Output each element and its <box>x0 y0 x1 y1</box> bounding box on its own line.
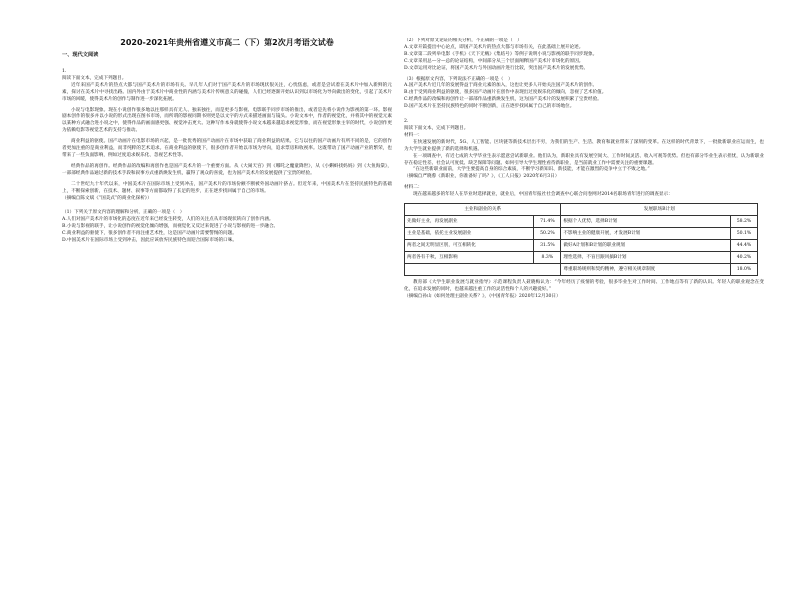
table-cell: 40.2% <box>731 252 758 264</box>
option-b: B.由于受到商业利益的驱使，很多国产动画片在创作中表现出过度娱乐化的倾向，忽视了艺术价值。 <box>404 90 607 96</box>
option-a: A.国产美术片近几年的发展得益于商业元素的加入，这也让更多人开始关注国产美术片的创作。 <box>404 83 598 89</box>
article-paragraph: 二十世纪九十年代以来，中国美术片在国际市场上受到冲击，国产美术片的市场份额不断被外国动画片挤占。但近年来，中国美术片在坚持民族特色的基础上，不断探索创新，在技术、题材、叙事等方面都取得了长足的进步，正在逐步找回属于自己的市场。 <box>62 181 392 194</box>
material-paragraph: 教育部《大学生职业发展与就业指导》示范课程负责人聂晓梅认为：“今年经历了疫情的考验，很多毕业生对工作时间、工作地点等有了新的认识。年轻人的职业观念在变化，在追求发展的同时，也越来越注重工作的灵活性和个人的兴趣爱好。” <box>404 280 764 292</box>
option-b: B.小说与影视的联手，让小说创作的视觉化倾向增强，而视觉化又反过来促进了小说与影视的进一步融合。 <box>62 224 279 230</box>
table-cell: 44.4% <box>731 240 758 252</box>
table-cell: 71.4% <box>534 216 561 228</box>
subquestion-stem: （3）根据原文内容，下列说法不正确的一项是（ ） <box>404 76 513 82</box>
table-cell: 根据个人优势，选择B计划 <box>561 216 731 228</box>
subquestion-stem: （2）下列对原文论证的相关分析，不正确的一项是（ ） <box>404 38 522 43</box>
article-paragraph: 小说与电影现象。现在小说创作很多地以往那样具有无人、独来独往，而是更多与影视、电影联手同步市场的推出，或者是先将小说作为影视的第一环。影视剧本创作的很多并以小说的形式出现在图书市场，而所谓的影视同期书则更是以文字的方式来描述画面与镜头。小说文本中，作者的视觉化，并将其中的视觉元素以某种方式融合进小说之中，使得作品的画面感更强、视觉冲击更大。这种写作本身就使得小说文本越来越追求视觉形象，而在视觉形象主宰的时代，小说创作更为依赖电影等视觉艺术的支持与推动。 <box>62 107 392 134</box>
article-paragraph: 近年来国产美术片的热点大都与国产美术片的市场有关。早几年人们对于国产美术片的市场现状很关注，心忧焦虑，或者是尝试着在美术片中加入新鲜的元素，探讨在美术片中寻找出路。国内外由于美术片中商业性的内涵与美术片传统意义的碰撞，人们已经逐渐开始认识到以市场化为导向做出的变化，引起了美术片市场的回暖，使得美术片的创作与制作进一步深化拓展。 <box>62 82 392 102</box>
article-paragraph: 经典作品的再创作。经典作品的改编和再创作也是国产美术片的一个重要方面。从《大闹天宫》到《哪吒之魔童降世》，从《小蝌蚪找妈妈》到《大鱼海棠》，一部部经典作品通过新的技术手段和叙事方式重新焕发生机，赢得了观众的喜爱，也为国产美术片的发展提供了宝贵的经验。 <box>62 163 392 176</box>
subquestion-stem: （1）下列关于原文内容的理解和分析，正确的一项是（ ） <box>62 210 185 216</box>
material-source: （摘编自孙山《如何处理主副业关系？》，《中国青年报》2020年12月30日） <box>404 293 561 299</box>
table-cell: 不影响主业的健康开展，才发展B计划 <box>561 228 731 240</box>
option-d: D.国产美术片在坚持民族特色的同时不断创新，正在逐步找回属于自己的市场地位。 <box>404 104 575 110</box>
table-header-right: 发展职场B计划 <box>561 204 758 216</box>
material-paragraph: 在一项调查中，有近七成的大学毕业生表示愿意尝试新职业。他们认为，新职业具有发展空间大、工作时间灵活、收入可观等优势。但也有部分毕业生表示担忧，认为新职业存在稳定性差、社会认可度低、缺乏保障等问题。如何引导大学生理性看待新职业，是当前就业工作中需要关注的重要课题。 <box>404 153 764 166</box>
material-paragraph: “在这些新职业面前，大学生要提高自身的综合素质，不断学习新知识、新技能，才能在激烈的竞争中立于不败之地。” <box>413 167 650 173</box>
table-cell: 尊重职场规则和契约精神，遵守相关规章制度 <box>561 264 731 276</box>
article-source: （摘编自陈文斌《“国美式”的商业化探析》） <box>62 195 152 201</box>
table-header-row <box>405 204 758 216</box>
exam-title: 2020-2021年贵州省遵义市高二（下）第2次月考语文试卷 <box>120 38 334 47</box>
table-cell: 50.1% <box>731 228 758 240</box>
table-row <box>405 264 758 276</box>
question-intro: 阅读下面文本，完成下列题目。 <box>62 75 127 81</box>
option-a: A.文章开篇提出中心论点，即国产美术片的热点大都与市场有关，在此基础上展开论述。 <box>404 44 584 50</box>
material-title: 材料一： <box>404 132 423 138</box>
right-column <box>404 38 764 599</box>
table-cell: 50.2% <box>534 228 561 240</box>
survey-table <box>404 203 758 276</box>
material-title: 材料二： <box>404 185 423 191</box>
table-cell: 主业是基础，依托主业发展副业 <box>405 228 534 240</box>
option-d: D.中国美术片在国际市场上受到冲击，因此应该放弃民族特色而迎合国际市场的口味。 <box>62 238 237 244</box>
article-paragraph: 商业利益的驱使。国产动画片在电影市场的兴起，是一批优秀的国产动画片在市场中获取了商业利益的结果。它与以往的国产动画片有所不同的是，它的创作者更加注重的是商业利益，而非纯粹的艺术追求。在商业利益的驱使下，很多创作者开始以市场为导向，追求票房和收视率。这既带动了国产动画产业的繁荣，也带来了一些负面影响，例如过度追求娱乐化、忽视艺术性等。 <box>62 139 392 158</box>
question-intro: 阅读下面文本，完成下列题目。 <box>404 125 469 131</box>
option-d: D.文章运用对比论证，将国产美术片与外国动画片进行比较，突出国产美术片的发展优势。 <box>404 65 589 71</box>
section-heading: 一、现代文阅读 <box>62 52 99 58</box>
table-cell-empty <box>405 264 561 276</box>
table-cell: 31.5% <box>534 240 561 252</box>
left-column <box>62 38 392 599</box>
material-paragraph: 现在越来越多的年轻人在毕业时选择就业，就业后，中国青年报社社会调查中心联合问卷网对2014名职场青年进行的调查显示： <box>413 192 673 198</box>
table-cell: 18.0% <box>731 264 758 276</box>
material-paragraph: 在快速发展的新时代，5G、人工智能、区块链等新技术层出不穷，为我们的生产、生活、教育和就业带来了深刻的变革。在这样的时代背景下，一批批新职业应运而生，也为大学生就业提供了新的选择和机遇。 <box>404 139 764 152</box>
table-row <box>405 228 758 240</box>
table-cell: 两者之间无明显区别，可互相转化 <box>405 240 534 252</box>
option-b: B.文章第二段列举电影《手机》《天下无贼》《集结号》等例子说明小说与影视的联手同步现象。 <box>404 51 598 57</box>
table-row <box>405 216 758 228</box>
table-cell: 理性选择，不盲目跟风搞B计划 <box>561 252 731 264</box>
table-row <box>405 240 758 252</box>
option-c: C.文章采用总—分—总的论证结构，中间部分从三个层面阐释国产美术片市场化的原因。 <box>404 58 584 64</box>
table-cell: 做好A计划和B计划的职业规划 <box>561 240 731 252</box>
table-cell: 58.2% <box>731 216 758 228</box>
table-cell: 两者各有千秋，互相影响 <box>405 252 534 264</box>
table-cell: 8.3% <box>534 252 561 264</box>
option-c: C.经典作品的改编和再创作让一部部作品重新焕发生机，这为国产美术片的发展积累了宝贵经验。 <box>404 97 602 103</box>
table-header-left: 主业和副业的关系 <box>405 204 561 216</box>
table-row <box>405 252 758 264</box>
option-a: A.人们对国产美术片的市场化的态度在近年来已经发生转变，人们的关注点从市场现状转向了创作内涵。 <box>62 217 274 223</box>
question-number: 2. <box>404 119 409 125</box>
material-source: （摘编自严晓蓉《新职业，你准备好了吗？》，《工人日报》2020年6月3日） <box>404 174 560 180</box>
question-number: 1. <box>62 69 67 74</box>
option-c: C.商业利益的驱使下，很多创作者不再注重艺术性，这是国产动画片需要警惕的问题。 <box>62 231 237 237</box>
table-cell: 先做好主业，再发展副业 <box>405 216 534 228</box>
